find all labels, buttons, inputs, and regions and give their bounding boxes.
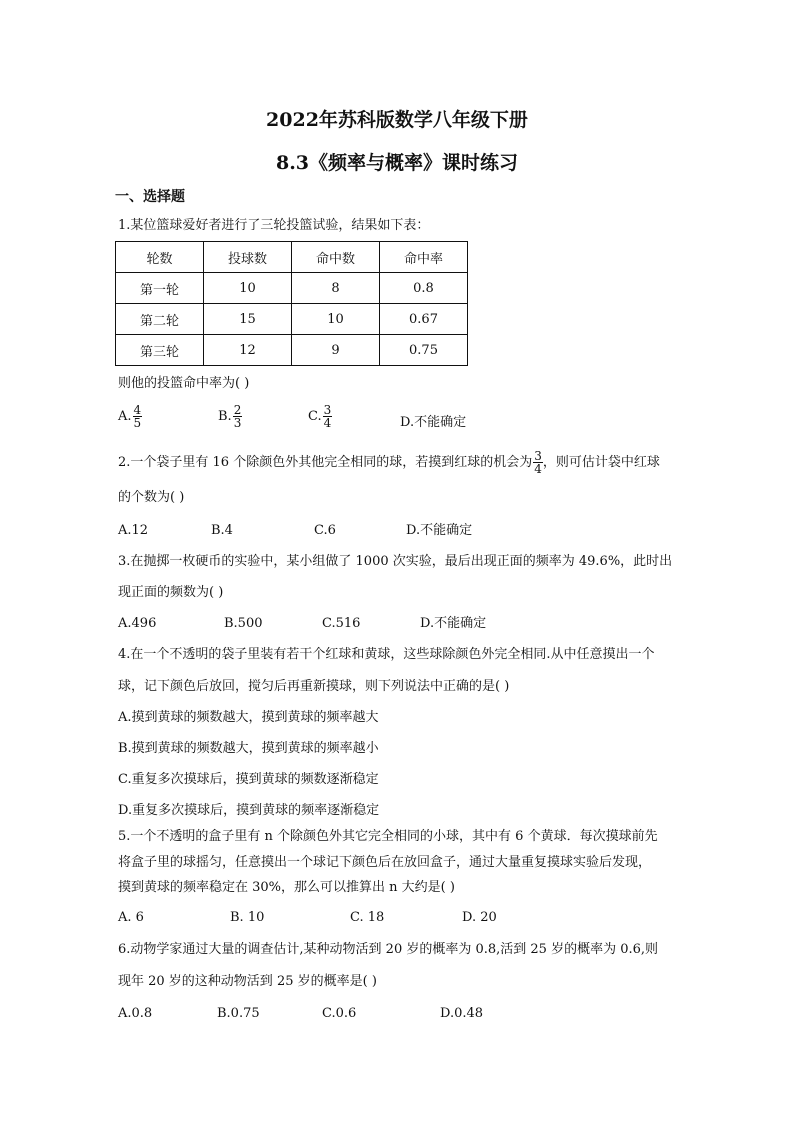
- fraction-denominator: 4: [323, 416, 332, 430]
- q6-option-a: A.0.8: [118, 1006, 153, 1021]
- table-row: [116, 304, 468, 335]
- q5-line2: 将盒子里的球摇匀，任意摸出一个球记下颜色后在放回盒子，通过大量重复摸球实验后发现，: [118, 855, 652, 870]
- table-cell: 第三轮: [116, 335, 204, 366]
- table-cell: 9: [292, 335, 380, 366]
- fraction-denominator: 4: [534, 462, 542, 476]
- fraction: [533, 450, 543, 475]
- option-label: A.: [118, 409, 132, 424]
- page-title: 2022年苏科版数学八年级下册: [266, 109, 528, 131]
- q5-option-c: C. 18: [350, 910, 385, 925]
- q5-option-a: A. 6: [118, 910, 144, 925]
- q2-option-c: C.6: [314, 523, 336, 538]
- fraction-numerator: 3: [534, 449, 542, 463]
- q1-option-c: [308, 404, 332, 429]
- table-cell: 10: [292, 304, 380, 335]
- q2-text-after: ，则可估计袋中红球: [542, 455, 660, 470]
- table-row: [116, 273, 468, 304]
- q1-option-b: [218, 404, 242, 429]
- fraction-denominator: 3: [233, 416, 242, 430]
- option-label: C.: [308, 409, 322, 424]
- q3-option-c: C.516: [322, 616, 361, 631]
- table-header-cell: 轮数: [116, 242, 204, 273]
- q6-option-b: B.0.75: [217, 1006, 260, 1021]
- table-cell: 10: [204, 273, 292, 304]
- fraction-numerator: 3: [323, 403, 332, 417]
- table-cell: 0.8: [380, 273, 468, 304]
- q4-option-a: A.摸到黄球的频数越大，摸到黄球的频率越大: [118, 710, 379, 725]
- table-header-cell: 投球数: [204, 242, 292, 273]
- fraction-numerator: 2: [233, 403, 242, 417]
- table-header-cell: 命中数: [292, 242, 380, 273]
- q2-option-d: D.不能确定: [406, 523, 473, 538]
- q1-option-a: [118, 404, 142, 429]
- q1-stem: 1.某位篮球爱好者进行了三轮投篮试验，结果如下表：: [118, 218, 430, 233]
- q1-table: [115, 241, 468, 366]
- q6-line2: 现年 20 岁的这种动物活到 25 岁的概率是( ): [118, 974, 377, 989]
- q5-line1: 5.一个不透明的盒子里有 n 个除颜色外其它完全相同的小球，其中有 6 个黄球．每次摸球前先: [118, 829, 658, 844]
- q6-line1: 6.动物学家通过大量的调查估计,某种动物活到 20 岁的概率为 0.8,活到 25 岁的概率为 0.6,则: [118, 942, 659, 957]
- q6-option-c: C.0.6: [322, 1006, 357, 1021]
- fraction: [133, 404, 143, 429]
- table-row: [116, 335, 468, 366]
- section-title: 一、选择题: [115, 189, 185, 205]
- q2-line2: 的个数为( ): [118, 490, 185, 505]
- fraction-denominator: 5: [133, 416, 142, 430]
- q2-text-before: 2.一个袋子里有 16 个除颜色外其他完全相同的球，若摸到红球的机会为: [118, 455, 533, 470]
- fraction: [323, 404, 333, 429]
- q5-line3: 摸到黄球的频率稳定在 30%，那么可以推算出 n 大约是( ): [118, 880, 455, 895]
- q3-option-b: B.500: [224, 616, 263, 631]
- fraction-numerator: 4: [133, 403, 142, 417]
- table-cell: 0.75: [380, 335, 468, 366]
- q4-option-c: C.重复多次摸球后，摸到黄球的频数逐渐稳定: [118, 772, 379, 787]
- table-cell: 第二轮: [116, 304, 204, 335]
- option-label: B.: [218, 409, 232, 424]
- table-cell: 0.67: [380, 304, 468, 335]
- table-cell: 15: [204, 304, 292, 335]
- q1-option-d: D.不能确定: [400, 415, 467, 430]
- q4-line2: 球，记下颜色后放回，搅匀后再重新摸球，则下列说法中正确的是( ): [118, 679, 510, 694]
- q2-line1: [118, 450, 660, 475]
- q4-option-d: D.重复多次摸球后，摸到黄球的频率逐渐稳定: [118, 803, 380, 818]
- q6-option-d: D.0.48: [440, 1006, 484, 1021]
- q5-option-b: B. 10: [230, 910, 265, 925]
- q2-option-b: B.4: [211, 523, 233, 538]
- q4-option-b: B.摸到黄球的频数越大，摸到黄球的频率越小: [118, 741, 379, 756]
- table-header-cell: 命中率: [380, 242, 468, 273]
- fraction: [233, 404, 243, 429]
- q3-line2: 现正面的频数为( ): [118, 585, 224, 600]
- q1-question: 则他的投篮命中率为( ): [118, 376, 250, 391]
- table-cell: 第一轮: [116, 273, 204, 304]
- page-subtitle: 8.3《频率与概率》课时练习: [275, 152, 519, 174]
- table-header-row: [116, 242, 468, 273]
- table-cell: 8: [292, 273, 380, 304]
- q4-line1: 4.在一个不透明的袋子里装有若干个红球和黄球，这些球除颜色外完全相同.从中任意摸出一个: [118, 647, 655, 662]
- q3-option-d: D.不能确定: [420, 616, 487, 631]
- table-cell: 12: [204, 335, 292, 366]
- q3-option-a: A.496: [118, 616, 157, 631]
- q3-line1: 3.在抛掷一枚硬币的实验中，某小组做了 1000 次实验，最后出现正面的频率为 49.6%，此时出: [118, 554, 673, 569]
- q5-option-d: D. 20: [462, 910, 497, 925]
- q2-option-a: A.12: [118, 523, 149, 538]
